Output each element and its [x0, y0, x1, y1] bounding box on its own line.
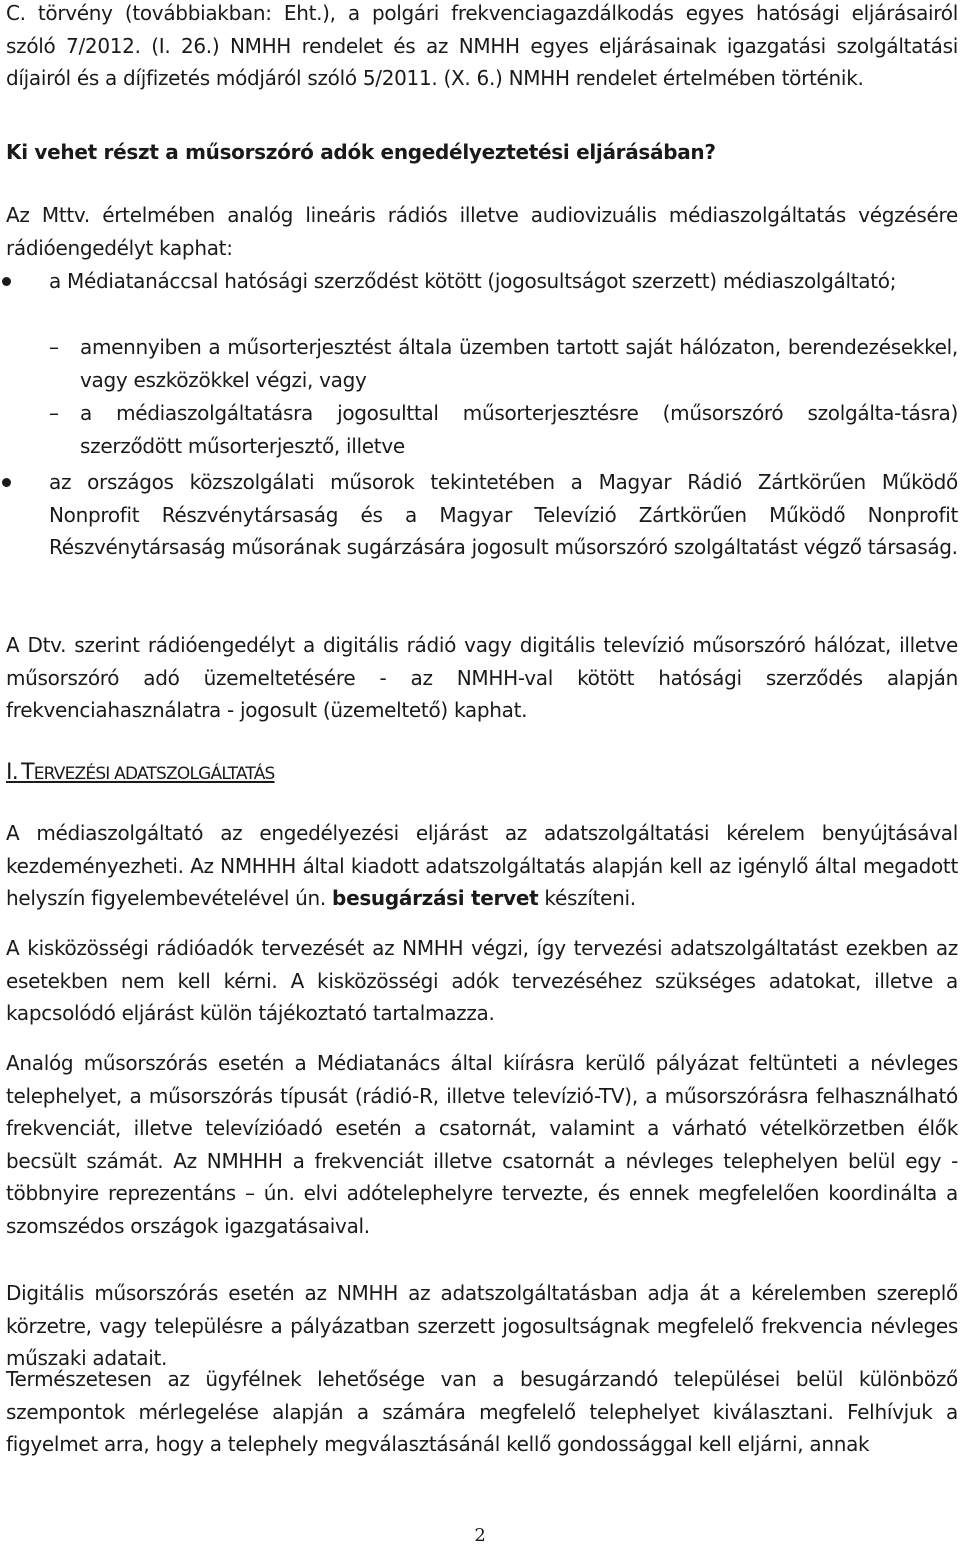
kiskozossegi-paragraph: A kisközösségi rádióadók tervezését az NMHH végzi, így tervezési adatszolgáltatást ezekben az esetekben nem kell kérni. A kisközösségi adók tervezéséhez szükséges adatokat, illetve a kapcsolódó eljárást külön tájékoztató tartalmazza.: [6, 936, 958, 1026]
bullet-icon: [2, 478, 11, 487]
page-number: 2: [474, 1525, 486, 1546]
intro-paragraph: C. törvény (továbbiakban: Eht.), a polgári frekvenciagazdálkodás egyes hatósági eljárásairól szóló 7/2012. (I. 26.) NMHH rendelet és az NMHH egyes eljárásainak igazgatási szolgáltatási díjairól és a díjfizetés módjáról szóló 5/2011. (X. 6.) NMHH rendelet értelmében történik.: [6, 1, 958, 91]
section-number: I.: [6, 760, 18, 785]
termeszetesen-paragraph: Természetesen az ügyfélnek lehetősége van a besugárzandó települései belül különböző szempontok mérlegelése alapján a számára megfelelő telephelyet kiválasztani. Felhívjuk a figyelmet arra, hogy a telephely megválasztásánál kellő gondossággal kell eljárni, annak: [6, 1367, 958, 1457]
paragraph-text: A médiaszolgáltató az engedélyezési eljárást az adatszolgáltatási kérelem benyújtásával kezdeményezheti. Az NMHHH által kiadott adatszolgáltatás alapján kell az igénylő által megadott helyszín figyelembevételével ún.: [6, 821, 958, 911]
dtv-paragraph: A Dtv. szerint rádióengedélyt a digitális rádió vagy digitális televízió műsorszóró hálózat, illetve műsorszóró adó üzemeltetésére - az NMHH-val kötött hatósági szerződés alapján frekvenciahasználatra - jogosult (üzemeltető) kaphat.: [6, 633, 958, 723]
dash-item-text: a médiaszolgáltatásra jogosulttal műsorterjesztésre (műsorszóró szolgálta-tásra) szerződött műsorterjesztő, illetve: [80, 401, 958, 458]
dash-icon: –: [49, 401, 59, 425]
mttv-paragraph: Az Mttv. értelmében analóg lineáris rádiós illetve audiovizuális médiaszolgáltatás végzésére rádióengedélyt kaphat:: [6, 203, 958, 260]
adatszolgaltatas-paragraph: [6, 817, 958, 915]
bullet-text: az országos közszolgálati műsorok tekintetében a Magyar Rádió Zártkörűen Működő Nonprofit Részvénytársaság és a Magyar Televízió Zártkörűen Működő Nonprofit Részvénytársaság műsorának sugárzására jogosult műsorszóró szolgáltatást végző társaság.: [49, 470, 958, 560]
bullet-text: a Médiatanáccsal hatósági szerződést kötött (jogosultságot szerzett) médiaszolgáltató;: [49, 269, 897, 293]
paragraph-text: készíteni.: [544, 886, 636, 911]
section-heading: [6, 760, 275, 785]
emphasis-text: besugárzási tervet: [332, 886, 539, 911]
analog-paragraph: Analóg műsorszórás esetén a Médiatanács által kiírásra kerülő pályázat feltünteti a névleges telephelyet, a műsorszórás típusát (rádió-R, illetve televízió-TV), a műsorszórásra felhasználható frekvenciát, illetve televízióadó esetén a csatornát, valamint a várható vételkörzetben élők becsült számát. Az NMHHH a frekvenciát illetve csatornát a névleges telephelyen belül egy - többnyire reprezentáns – ún. elvi adótelephelyre tervezte, és ennek megfelelően koordinálta a szomszédos országok igazgatásaival.: [6, 1051, 958, 1238]
dash-item-text: amennyiben a műsorterjesztést általa üzemben tartott saját hálózaton, berendezésekkel, vagy eszközökkel végzi, vagy: [80, 335, 958, 392]
dash-icon: –: [49, 335, 59, 359]
section-title-rest: ERVEZÉSI ADATSZOLGÁLTATÁS: [33, 764, 275, 784]
section-title-initial: T: [21, 760, 34, 785]
digitalis-paragraph: Digitális műsorszórás esetén az NMHH az adatszolgáltatásban adja át a kérelemben szereplő körzetre, vagy településre a pályázatban szerzett jogosultságnak megfelelő frekvencia névleges műszaki adatait.: [6, 1281, 958, 1371]
question-heading: Ki vehet részt a műsorszóró adók engedélyeztetési eljárásában?: [6, 140, 716, 164]
bullet-icon: [2, 277, 11, 286]
